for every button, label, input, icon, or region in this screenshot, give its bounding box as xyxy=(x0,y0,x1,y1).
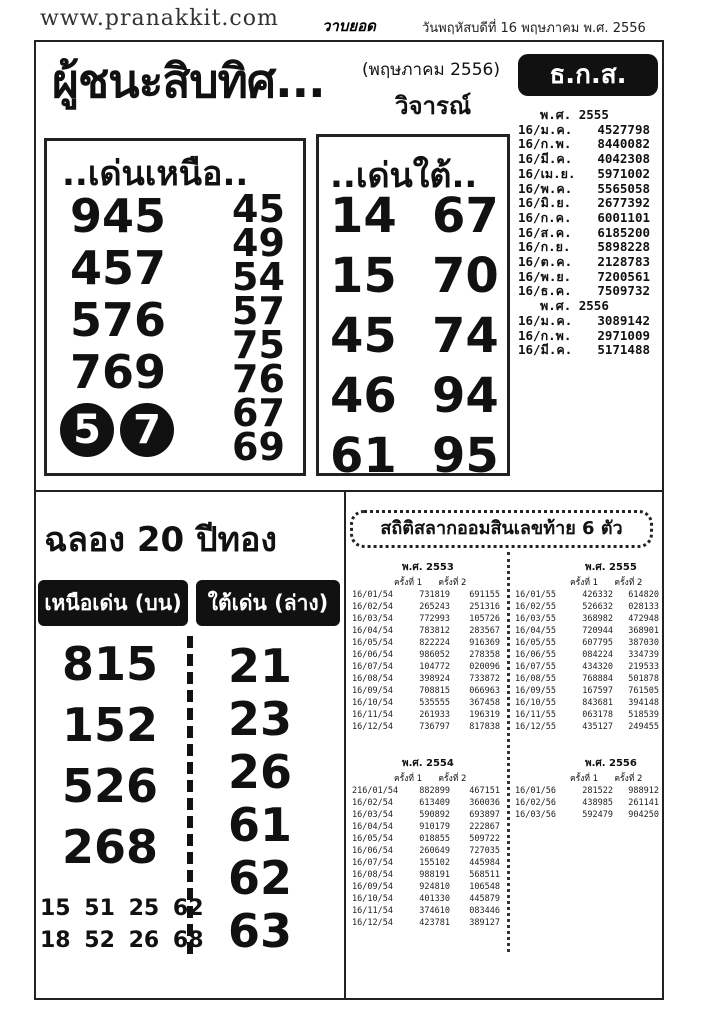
history-row xyxy=(518,255,650,270)
table-row xyxy=(352,881,502,893)
table-cell: 16/07/54 xyxy=(352,858,393,868)
south-right-column xyxy=(432,186,499,486)
table-cell: 783812 xyxy=(419,626,450,636)
top-number: 152 xyxy=(62,698,159,752)
stats-table-2555 xyxy=(515,560,660,733)
table-cell: 3089142 xyxy=(597,312,650,328)
table-row xyxy=(352,833,502,845)
table-cell: 613409 xyxy=(419,798,450,808)
table-cell: 105726 xyxy=(469,614,500,624)
table-row xyxy=(352,905,502,917)
north-number: 945 xyxy=(70,189,167,243)
table-cell: 509722 xyxy=(469,834,500,844)
table-cell: 761505 xyxy=(628,686,659,696)
table-cell: 8440082 xyxy=(597,136,650,152)
stats-year: พ.ศ. 2554 xyxy=(402,758,454,769)
bottom-left-numbers xyxy=(62,634,158,878)
table-cell: 387030 xyxy=(628,638,659,648)
table-cell: 4527798 xyxy=(597,121,650,137)
bottom-number: 21 xyxy=(228,639,293,693)
table-cell: 374610 xyxy=(419,906,450,916)
history-row xyxy=(518,226,650,241)
table-cell: 020096 xyxy=(469,662,500,672)
table-row xyxy=(352,625,502,637)
bottom-number: 62 xyxy=(228,851,293,905)
table-cell: 16/ก.พ. xyxy=(518,136,572,152)
south-left-column xyxy=(330,186,397,486)
table-cell: 16/08/55 xyxy=(515,674,556,684)
table-cell: 727035 xyxy=(469,846,500,856)
north-three-digit-list xyxy=(70,190,166,398)
table-cell: 16/10/54 xyxy=(352,894,393,904)
table-cell: 16/มี.ค. xyxy=(518,151,573,167)
north-number: 769 xyxy=(70,345,167,399)
table-row xyxy=(515,709,660,721)
table-cell: 910179 xyxy=(419,822,450,832)
bottom-number: 61 xyxy=(228,798,293,852)
table-cell: 16/12/54 xyxy=(352,722,393,732)
north-two-digit-list xyxy=(232,187,285,469)
table-cell: 16/04/54 xyxy=(352,626,393,636)
table-cell: 16/11/55 xyxy=(515,710,556,720)
history-row xyxy=(518,343,650,358)
section-divider xyxy=(34,490,664,492)
south-title: ..เด่นใต้.. xyxy=(330,156,478,196)
table-cell: 281522 xyxy=(582,786,613,796)
north-top-pill: เหนือเด่น (บน) xyxy=(38,580,188,626)
table-row xyxy=(515,613,660,625)
stats-year: พ.ศ. 2553 xyxy=(402,562,454,573)
table-row xyxy=(515,661,660,673)
pair: 51 xyxy=(84,896,115,921)
history-row xyxy=(518,270,650,285)
table-row xyxy=(352,613,502,625)
stats-dotted-divider xyxy=(507,552,510,952)
header-date: วันพฤหัสบดีที่ 16 พฤษภาคม พ.ศ. 2556 xyxy=(422,21,646,36)
table-cell: 028133 xyxy=(628,602,659,612)
month-label: (พฤษภาคม 2556) xyxy=(362,60,500,80)
history-row xyxy=(518,329,650,344)
table-cell: 084224 xyxy=(582,650,613,660)
table-cell: 16/ก.ย. xyxy=(518,239,571,255)
history-row xyxy=(518,211,650,226)
north-pair: 76 xyxy=(232,357,285,401)
pair: 18 xyxy=(40,928,71,953)
south-bottom-pill: ใต้เด่น (ล่าง) xyxy=(196,580,340,626)
table-cell: 196319 xyxy=(469,710,500,720)
table-cell: 817838 xyxy=(469,722,500,732)
table-cell: 265243 xyxy=(419,602,450,612)
subtitle: วิจารณ์ xyxy=(395,92,472,120)
table-cell: 16/03/55 xyxy=(515,614,556,624)
table-cell: 720944 xyxy=(582,626,613,636)
south-number: 67 xyxy=(432,188,499,244)
stats-border xyxy=(344,492,346,998)
table-cell: 16/01/56 xyxy=(515,786,556,796)
top-number: 268 xyxy=(62,820,159,874)
pair: 62 xyxy=(172,896,204,921)
table-cell: 731819 xyxy=(419,590,450,600)
table-cell: 16/มิ.ย. xyxy=(518,195,572,211)
table-cell: 526632 xyxy=(582,602,613,612)
table-cell: 16/06/55 xyxy=(515,650,556,660)
history-row xyxy=(518,152,650,167)
table-cell: 2971009 xyxy=(597,327,650,343)
table-cell: 986052 xyxy=(419,650,450,660)
col-label: ครั้งที่ 2 xyxy=(438,774,467,784)
table-cell: 394148 xyxy=(628,698,659,708)
north-pair: 49 xyxy=(232,221,285,265)
table-cell: 768884 xyxy=(582,674,613,684)
table-cell: 066963 xyxy=(469,686,500,696)
bottom-right-numbers xyxy=(228,640,292,958)
site-url: www.pranakkit.com xyxy=(40,6,279,31)
table-row xyxy=(352,685,502,697)
table-cell: 4042308 xyxy=(597,151,650,167)
table-cell: 2677392 xyxy=(597,195,650,211)
table-cell: 16/11/54 xyxy=(352,710,393,720)
table-cell: 261933 xyxy=(419,710,450,720)
stats-table-2554 xyxy=(352,756,502,929)
history-row xyxy=(518,123,650,138)
table-cell: 261141 xyxy=(628,798,659,808)
table-row xyxy=(352,893,502,905)
table-row xyxy=(515,785,660,797)
table-cell: 904250 xyxy=(628,810,659,820)
table-cell: 16/ธ.ค. xyxy=(518,283,572,299)
bottom-number: 63 xyxy=(228,904,293,958)
table-cell: 16/02/54 xyxy=(352,798,393,808)
page-title: ผู้ชนะสิบทิศ... xyxy=(52,54,325,108)
history-year: พ.ศ. 2556 xyxy=(540,298,609,314)
history-year: พ.ศ. 2555 xyxy=(540,107,609,122)
table-cell: 5898228 xyxy=(597,239,650,255)
table-cell: 16/01/55 xyxy=(515,590,556,600)
table-cell: 16/03/54 xyxy=(352,810,393,820)
stats-year: พ.ศ. 2555 xyxy=(585,562,637,573)
table-cell: 16/ต.ค. xyxy=(518,254,573,270)
table-row xyxy=(352,709,502,721)
col-label: ครั้งที่ 1 xyxy=(394,578,423,588)
north-pair: 54 xyxy=(232,255,285,299)
history-row xyxy=(518,240,650,255)
pair: 26 xyxy=(128,928,160,953)
table-row xyxy=(352,845,502,857)
table-cell: 445879 xyxy=(469,894,500,904)
table-cell: 438985 xyxy=(582,798,613,808)
table-cell: 16/02/54 xyxy=(352,602,393,612)
north-pair: 69 xyxy=(232,425,285,469)
col-label: ครั้งที่ 2 xyxy=(614,774,643,784)
table-cell: 691155 xyxy=(469,590,500,600)
table-cell: 083446 xyxy=(469,906,500,916)
table-row xyxy=(515,601,660,613)
table-cell: 822224 xyxy=(419,638,450,648)
table-cell: 389127 xyxy=(469,918,500,928)
table-cell: 5565058 xyxy=(597,180,650,196)
table-cell: 104772 xyxy=(419,662,450,672)
table-cell: 2128783 xyxy=(597,254,650,270)
table-cell: 16/ก.พ. xyxy=(518,327,572,343)
table-cell: 16/03/56 xyxy=(515,810,556,820)
pair: 25 xyxy=(128,896,160,921)
table-cell: 6001101 xyxy=(597,209,650,225)
bottom-number: 26 xyxy=(228,745,293,799)
table-cell: 278358 xyxy=(469,650,500,660)
table-cell: 251316 xyxy=(469,602,500,612)
table-cell: 5171488 xyxy=(597,342,650,358)
top-number: 526 xyxy=(62,759,159,813)
bottom-number: 23 xyxy=(228,692,293,746)
table-cell: 16/มี.ค. xyxy=(518,342,573,358)
south-number: 61 xyxy=(330,428,397,484)
table-cell: 16/ม.ค. xyxy=(518,121,573,137)
circle-number: 7 xyxy=(120,403,174,457)
table-cell: 16/ม.ค. xyxy=(518,312,573,328)
table-row xyxy=(515,697,660,709)
table-cell: 5971002 xyxy=(597,165,650,181)
table-cell: 16/ส.ค. xyxy=(518,224,572,240)
history-row xyxy=(518,314,650,329)
table-row xyxy=(352,821,502,833)
table-cell: 7509732 xyxy=(597,283,650,299)
table-cell: 501878 xyxy=(628,674,659,684)
table-cell: 16/05/54 xyxy=(352,834,393,844)
table-row xyxy=(515,721,660,733)
history-row xyxy=(518,182,650,197)
north-title: ..เด่นเหนือ.. xyxy=(62,154,249,194)
table-cell: 16/08/54 xyxy=(352,870,393,880)
table-cell: 614820 xyxy=(628,590,659,600)
col-label: ครั้งที่ 1 xyxy=(570,578,599,588)
table-row xyxy=(352,721,502,733)
table-row xyxy=(515,649,660,661)
table-cell: 988912 xyxy=(628,786,659,796)
table-cell: 16/เม.ย. xyxy=(518,165,576,181)
south-number: 95 xyxy=(432,428,499,484)
table-cell: 334739 xyxy=(628,650,659,660)
table-cell: 219533 xyxy=(628,662,659,672)
table-cell: 535555 xyxy=(419,698,450,708)
table-row xyxy=(515,625,660,637)
baac-history xyxy=(518,108,650,358)
table-cell: 16/พ.ค. xyxy=(518,180,573,196)
table-cell: 882899 xyxy=(419,786,450,796)
table-cell: 16/10/55 xyxy=(515,698,556,708)
history-row xyxy=(518,284,650,299)
table-cell: 16/05/54 xyxy=(352,638,393,648)
table-cell: 518539 xyxy=(628,710,659,720)
stats-table-2556 xyxy=(515,756,660,821)
table-cell: 7200561 xyxy=(597,268,650,284)
south-number: 15 xyxy=(330,248,397,304)
table-cell: 16/11/54 xyxy=(352,906,393,916)
table-cell: 16/06/54 xyxy=(352,650,393,660)
table-row xyxy=(352,785,502,797)
table-cell: 16/04/55 xyxy=(515,626,556,636)
table-cell: 368901 xyxy=(628,626,659,636)
table-cell: 367458 xyxy=(469,698,500,708)
table-cell: 16/10/54 xyxy=(352,698,393,708)
table-row xyxy=(352,797,502,809)
top-number: 815 xyxy=(62,637,159,691)
table-cell: 16/12/55 xyxy=(515,722,556,732)
history-row xyxy=(518,167,650,182)
table-cell: 736797 xyxy=(419,722,450,732)
table-row xyxy=(352,809,502,821)
brand-logo: วาบยอด xyxy=(322,17,376,35)
table-cell: 423781 xyxy=(419,918,450,928)
north-number: 576 xyxy=(70,293,167,347)
table-cell: 434320 xyxy=(582,662,613,672)
table-row xyxy=(515,685,660,697)
pair: 68 xyxy=(172,928,204,953)
table-row xyxy=(352,917,502,929)
stats-year: พ.ศ. 2556 xyxy=(585,758,637,769)
table-cell: 16/พ.ย. xyxy=(518,268,572,284)
table-row xyxy=(352,869,502,881)
col-label: ครั้งที่ 2 xyxy=(614,578,643,588)
table-cell: 16/04/54 xyxy=(352,822,393,832)
table-cell: 16/07/55 xyxy=(515,662,556,672)
table-cell: 445984 xyxy=(469,858,500,868)
history-row xyxy=(518,137,650,152)
south-number: 14 xyxy=(330,188,397,244)
table-cell: 16/09/54 xyxy=(352,882,393,892)
table-cell: 16/03/54 xyxy=(352,614,393,624)
south-number: 45 xyxy=(330,308,397,364)
small-pairs xyxy=(40,893,204,957)
table-cell: 167597 xyxy=(582,686,613,696)
table-cell: 924810 xyxy=(419,882,450,892)
col-label: ครั้งที่ 1 xyxy=(394,774,423,784)
bottom-title: ฉลอง 20 ปีทอง xyxy=(44,520,278,560)
table-cell: 16/08/54 xyxy=(352,674,393,684)
table-cell: 222867 xyxy=(469,822,500,832)
table-cell: 16/02/56 xyxy=(515,798,556,808)
north-pair: 67 xyxy=(232,391,285,435)
table-row xyxy=(352,857,502,869)
table-cell: 772993 xyxy=(419,614,450,624)
table-row xyxy=(352,589,502,601)
table-cell: 6185200 xyxy=(597,224,650,240)
table-cell: 16/07/54 xyxy=(352,662,393,672)
table-cell: 472948 xyxy=(628,614,659,624)
table-cell: 435127 xyxy=(582,722,613,732)
table-row xyxy=(352,673,502,685)
north-number: 457 xyxy=(70,241,167,295)
table-cell: 216/01/54 xyxy=(352,786,399,796)
baac-logo: ธ.ก.ส. xyxy=(518,54,658,96)
table-cell: 708815 xyxy=(419,686,450,696)
table-cell: 607795 xyxy=(582,638,613,648)
table-row xyxy=(515,809,660,821)
table-cell: 16/01/54 xyxy=(352,590,393,600)
table-cell: 16/09/55 xyxy=(515,686,556,696)
table-cell: 426332 xyxy=(582,590,613,600)
table-cell: 467151 xyxy=(469,786,500,796)
pair: 52 xyxy=(84,928,115,953)
table-row xyxy=(515,589,660,601)
pair: 15 xyxy=(40,896,71,921)
south-number: 70 xyxy=(432,248,499,304)
table-cell: 283567 xyxy=(469,626,500,636)
table-cell: 360036 xyxy=(469,798,500,808)
table-cell: 16/09/54 xyxy=(352,686,393,696)
table-cell: 16/05/55 xyxy=(515,638,556,648)
table-row xyxy=(352,697,502,709)
south-number: 46 xyxy=(330,368,397,424)
south-number: 94 xyxy=(432,368,499,424)
table-cell: 592479 xyxy=(582,810,613,820)
table-cell: 398924 xyxy=(419,674,450,684)
history-row xyxy=(518,196,650,211)
table-cell: 733872 xyxy=(469,674,500,684)
circle-number: 5 xyxy=(60,403,114,457)
north-pair: 45 xyxy=(232,187,285,231)
table-row xyxy=(352,601,502,613)
north-pair: 57 xyxy=(232,289,285,333)
table-cell: 16/02/55 xyxy=(515,602,556,612)
table-row xyxy=(352,649,502,661)
stats-table-2553 xyxy=(352,560,502,733)
table-cell: 16/06/54 xyxy=(352,846,393,856)
table-cell: 916369 xyxy=(469,638,500,648)
table-row xyxy=(352,637,502,649)
table-cell: 590892 xyxy=(419,810,450,820)
table-cell: 249455 xyxy=(628,722,659,732)
table-cell: 988191 xyxy=(419,870,450,880)
table-row xyxy=(515,673,660,685)
table-cell: 16/ก.ค. xyxy=(518,209,572,225)
table-cell: 568511 xyxy=(469,870,500,880)
col-label: ครั้งที่ 1 xyxy=(570,774,599,784)
table-cell: 693897 xyxy=(469,810,500,820)
col-label: ครั้งที่ 2 xyxy=(438,578,467,588)
table-cell: 155102 xyxy=(419,858,450,868)
table-row xyxy=(352,661,502,673)
table-cell: 018855 xyxy=(419,834,450,844)
table-cell: 368982 xyxy=(582,614,613,624)
table-row xyxy=(515,637,660,649)
table-cell: 843681 xyxy=(582,698,613,708)
south-number: 74 xyxy=(432,308,499,364)
table-row xyxy=(515,797,660,809)
table-cell: 106548 xyxy=(469,882,500,892)
table-cell: 260649 xyxy=(419,846,450,856)
stats-title: สถิติสลากออมสินเลขท้าย 6 ตัว xyxy=(350,510,653,548)
north-pair: 75 xyxy=(232,323,285,367)
table-cell: 16/12/54 xyxy=(352,918,393,928)
table-cell: 063178 xyxy=(582,710,613,720)
table-cell: 401330 xyxy=(419,894,450,904)
